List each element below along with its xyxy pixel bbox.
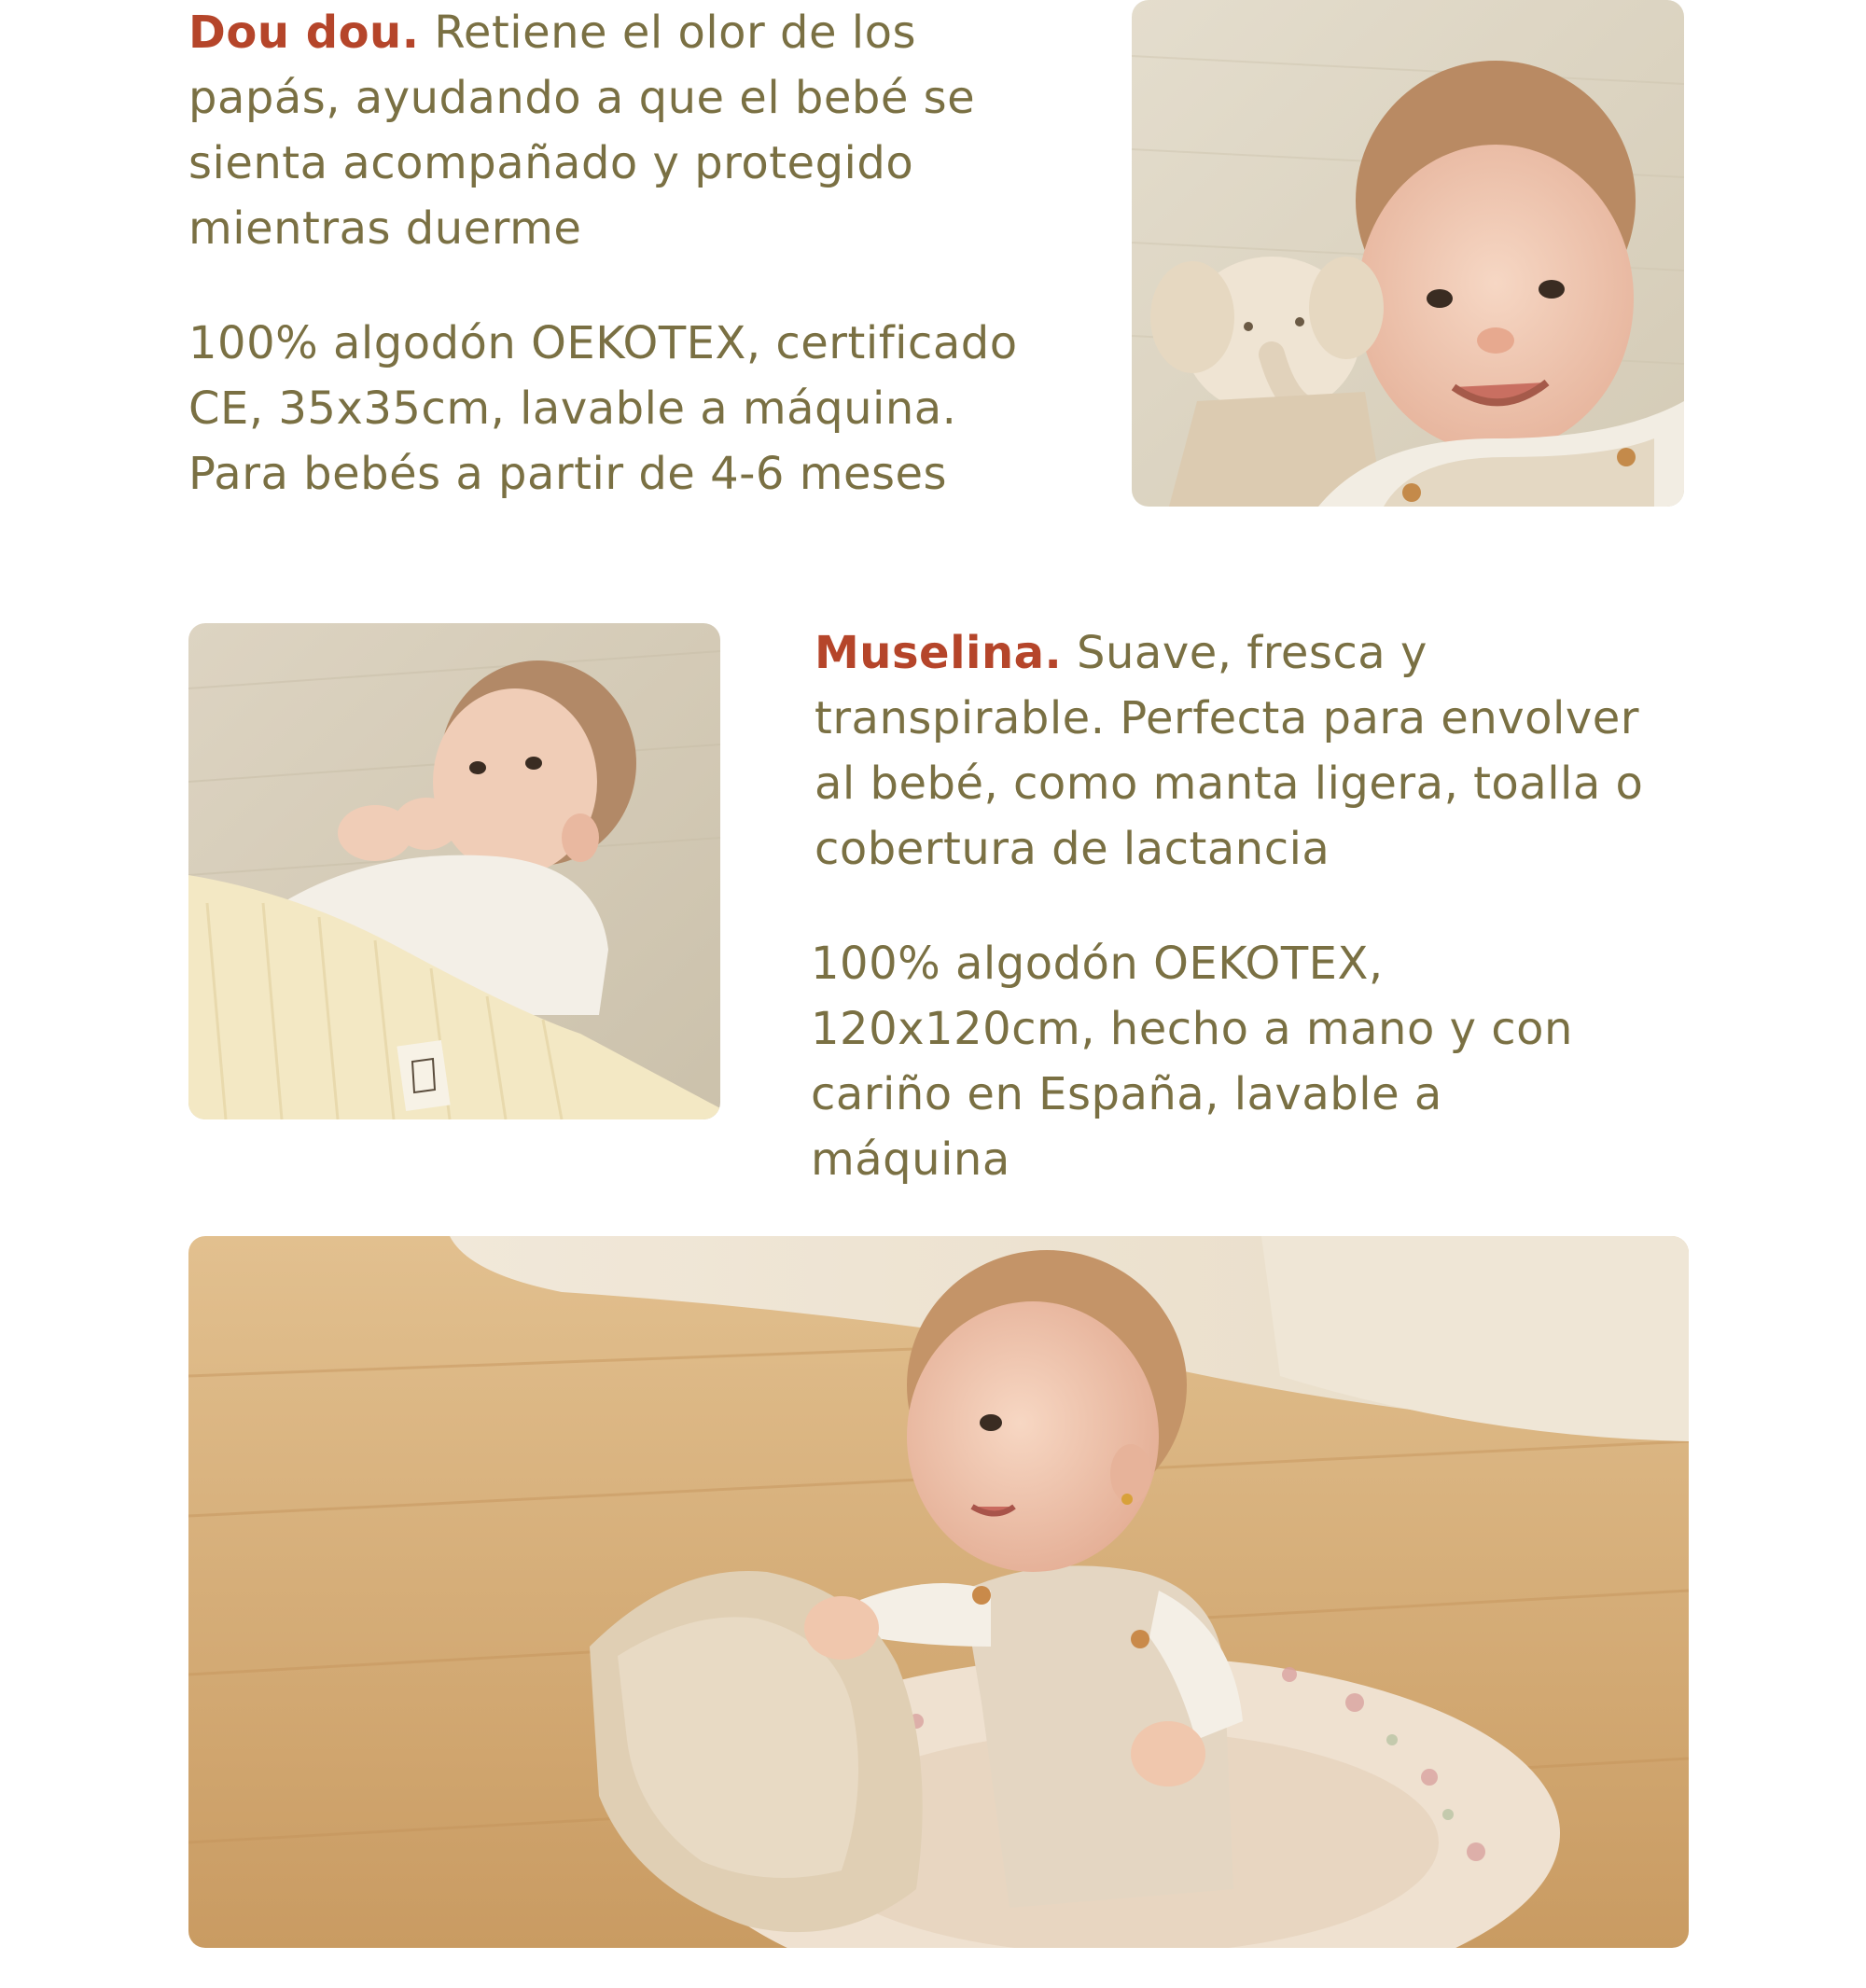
muselina-label: Muselina. — [815, 627, 1063, 679]
doudou-photo-illustration — [1132, 0, 1684, 507]
muselina-description — [815, 620, 1692, 882]
muselina-text — [811, 620, 1692, 1192]
muselina-photo — [188, 623, 720, 1119]
hero-photo — [188, 1236, 1689, 1948]
doudou-description-text: Retiene el olor de los papás, ayudando a que el bebé se sienta acompañado y protegido mientras duerme — [188, 7, 976, 255]
hero-photo-illustration — [188, 1236, 1689, 1948]
doudou-details: 100% algodón OEKOTEX, certificado CE, 35x35cm, lavable a máquina. Para bebés a partir de 4-6 meses — [188, 317, 1018, 500]
doudou-description — [188, 0, 1056, 261]
doudou-label: Dou dou. — [188, 7, 420, 59]
doudou-text — [188, 0, 1056, 507]
muselina-description-text: Suave, fresca y transpirable. Perfecta para envolver al bebé, como manta ligera, toalla o cobertura de lactancia — [815, 627, 1644, 875]
muselina-photo-illustration — [188, 623, 720, 1119]
doudou-photo — [1132, 0, 1684, 507]
muselina-details: 100% algodón OEKOTEX, 120x120cm, hecho a mano y con cariño en España, lavable a máquina — [811, 938, 1573, 1186]
